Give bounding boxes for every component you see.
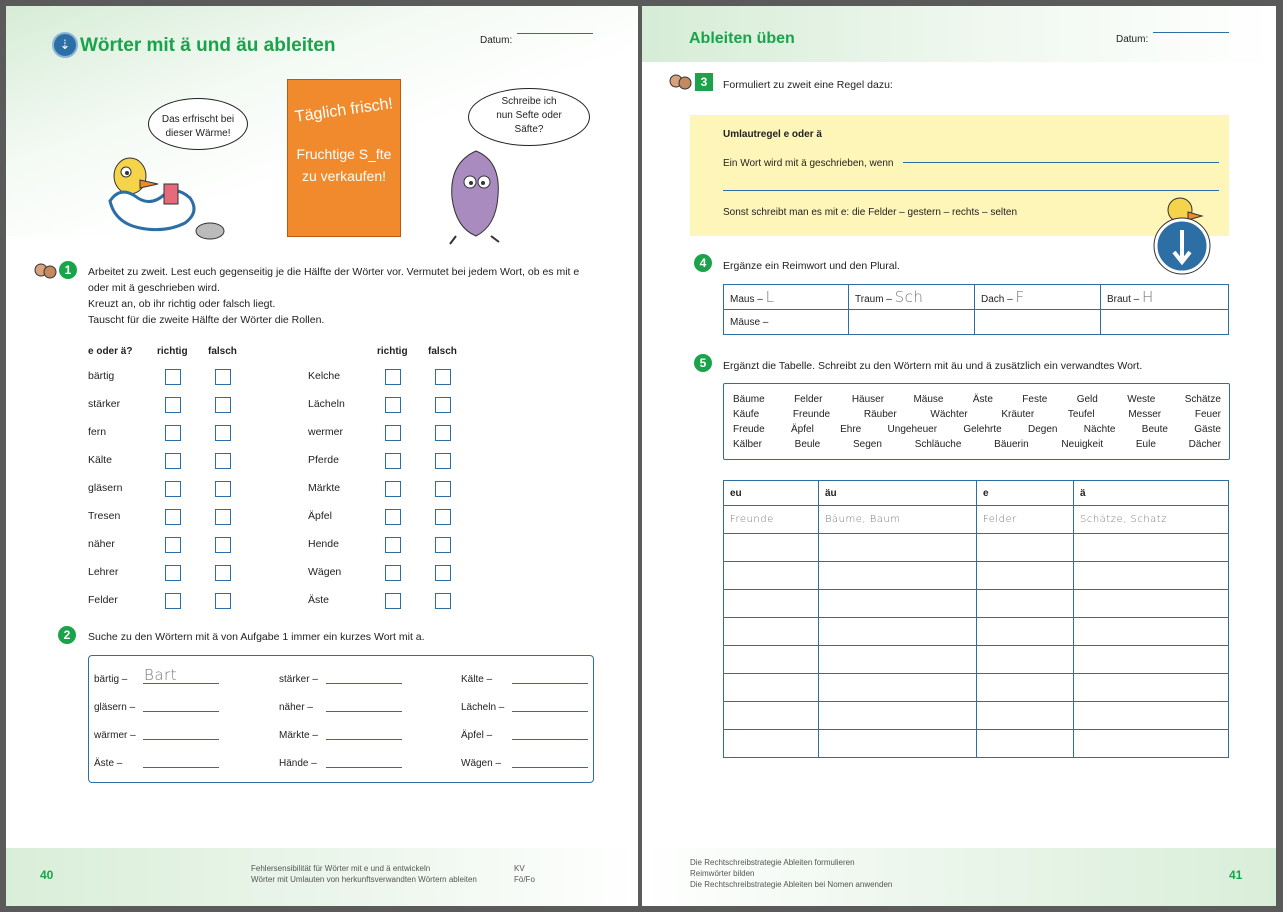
sort-table-row <box>724 730 1229 758</box>
word-bank-word: Felder <box>794 394 823 405</box>
sort-cell[interactable] <box>1074 590 1229 618</box>
checkbox-falsch[interactable] <box>215 509 231 525</box>
strategy-icon: ⇣ <box>52 32 78 58</box>
task2-word: wärmer – <box>94 730 136 741</box>
checkbox-falsch[interactable] <box>215 425 231 441</box>
reimwort-table <box>723 284 1229 335</box>
sort-table-row <box>724 534 1229 562</box>
partner-work-icon <box>34 262 58 280</box>
task4-instruction: Ergänze ein Reimwort und den Plural. <box>723 260 900 272</box>
poster-line2: Fruchtige S_fte <box>296 146 392 162</box>
task2-answer-line[interactable] <box>326 711 402 712</box>
word-bank-word: Freunde <box>792 409 831 420</box>
right-page <box>642 6 1276 906</box>
partner-work-icon-right <box>669 73 693 91</box>
word-bank-word: Äste <box>972 394 993 405</box>
word-item: Kelche <box>308 370 341 382</box>
task2-answer-line[interactable] <box>512 739 588 740</box>
sort-table-row <box>724 646 1229 674</box>
word-bank-word: Feste <box>1022 394 1048 405</box>
word-bank-word: Häuser <box>851 394 885 405</box>
task2-answer-line[interactable] <box>143 711 219 712</box>
footer-objectives-right: Die Rechtschreibstrategie Ableiten formulieren Reimwörter bilden Die Rechtschreibstrategie Ableiten bei Nomen anwenden <box>690 858 893 889</box>
word-bank-word: Räuber <box>863 409 897 420</box>
datum-line[interactable] <box>517 33 593 34</box>
word-bank-word: Kälber <box>733 439 762 450</box>
checkbox-richtig[interactable] <box>165 565 181 581</box>
plural-cell-2[interactable] <box>849 310 975 335</box>
word-item: Tresen <box>88 510 121 522</box>
word-bank-word: Kräuter <box>1001 409 1035 420</box>
word-item: Äste <box>308 594 330 606</box>
word-bank-row <box>733 437 1221 452</box>
task2-answer-line[interactable] <box>143 767 219 768</box>
plural-cell-1[interactable]: Mäuse – <box>724 310 849 335</box>
word-bank-word: Gäste <box>1194 424 1221 435</box>
checkbox-richtig[interactable] <box>385 425 401 441</box>
sort-cell[interactable] <box>819 618 977 646</box>
word-bank-word: Geld <box>1076 394 1098 405</box>
checkbox-falsch[interactable] <box>215 397 231 413</box>
task3-number: 3 <box>695 73 713 91</box>
task2-answer-line[interactable] <box>143 739 219 740</box>
checkbox-falsch[interactable] <box>435 481 451 497</box>
duck-sign-illustration <box>1144 194 1216 286</box>
sort-table-row <box>724 562 1229 590</box>
word-bank-word: Segen <box>853 439 882 450</box>
sort-cell[interactable] <box>1074 534 1229 562</box>
word-item: Felder <box>88 594 118 606</box>
sort-header-aeu: äu <box>819 481 977 506</box>
word-item: Pferde <box>308 454 339 466</box>
page-number: 40 <box>40 868 54 882</box>
checkbox-richtig[interactable] <box>385 481 401 497</box>
right-footer <box>642 848 1276 906</box>
sort-cell[interactable] <box>977 562 1074 590</box>
sort-cell[interactable] <box>724 646 819 674</box>
sort-header-ae: ä <box>1074 481 1229 506</box>
col-header-q: e oder ä? <box>88 346 133 357</box>
task1-number: 1 <box>59 261 77 279</box>
sort-cell[interactable] <box>724 730 819 758</box>
task2-word: Äste – <box>94 758 123 769</box>
footer-objectives: Fehlersensibilität für Wörter mit e und ä entwickeln Wörter mit Umlauten von herkunftsverwandten Wörtern ableiten <box>251 864 477 884</box>
checkbox-falsch[interactable] <box>435 537 451 553</box>
sort-cell[interactable] <box>977 646 1074 674</box>
word-item: Märkte <box>308 482 341 494</box>
sort-header-e: e <box>977 481 1074 506</box>
checkbox-richtig[interactable] <box>385 369 401 385</box>
sort-cell[interactable] <box>819 702 977 730</box>
task2-number: 2 <box>58 626 76 644</box>
sort-table <box>723 480 1229 758</box>
rule-answer-line1[interactable] <box>903 162 1219 163</box>
task2-answer-line[interactable] <box>512 711 588 712</box>
checkbox-richtig[interactable] <box>165 481 181 497</box>
col-header-falsch: falsch <box>208 346 237 357</box>
sort-cell[interactable] <box>724 590 819 618</box>
task2-word: Lächeln – <box>461 702 505 713</box>
word-item: Kälte <box>88 454 112 466</box>
task4-number: 4 <box>694 254 712 272</box>
word-bank-word: Teufel <box>1067 409 1095 420</box>
left-footer <box>6 848 638 906</box>
sort-table-row <box>724 590 1229 618</box>
task2-answer-line[interactable] <box>326 739 402 740</box>
checkbox-falsch[interactable] <box>215 537 231 553</box>
checkbox-falsch[interactable] <box>435 509 451 525</box>
word-item: wermer <box>308 426 344 438</box>
datum-label-right: Datum: <box>1116 34 1149 45</box>
rule-line2: Sonst schreibt man es mit e: die Felder – gestern – rechts – selten <box>723 207 1018 218</box>
word-item: Äpfel <box>308 510 332 522</box>
task2-answer-line[interactable] <box>512 767 588 768</box>
word-bank-word: Nächte <box>1083 424 1116 435</box>
reimwort-cell-braut[interactable]: Braut – H <box>1101 285 1229 310</box>
reimwort-cell-traum[interactable]: Traum – Sch <box>849 285 975 310</box>
word-bank <box>733 392 1221 452</box>
word-bank-word: Beule <box>794 439 821 450</box>
word-bank-word: Freude <box>733 424 765 435</box>
checkbox-falsch[interactable] <box>435 593 451 609</box>
checkbox-richtig[interactable] <box>165 369 181 385</box>
task2-word: Wägen – <box>461 758 502 769</box>
word-item: näher <box>88 538 115 550</box>
checkbox-falsch[interactable] <box>215 481 231 497</box>
word-bank-word: Schätze <box>1184 394 1221 405</box>
sort-example-eu: Freunde <box>724 506 819 534</box>
checkbox-falsch[interactable] <box>435 565 451 581</box>
sort-cell[interactable] <box>724 618 819 646</box>
word-bank-word: Feuer <box>1194 409 1221 420</box>
word-bank-word: Messer <box>1128 409 1162 420</box>
word-bank-word: Schläuche <box>914 439 962 450</box>
checkbox-richtig[interactable] <box>385 565 401 581</box>
checkbox-richtig[interactable] <box>165 453 181 469</box>
col-header-richtig-2: richtig <box>377 346 408 357</box>
word-bank-word: Wächter <box>930 409 968 420</box>
word-bank-word: Dächer <box>1188 439 1221 450</box>
sort-cell[interactable] <box>1074 618 1229 646</box>
plural-cell-4[interactable] <box>1101 310 1229 335</box>
checkbox-richtig[interactable] <box>385 509 401 525</box>
sort-cell[interactable] <box>724 702 819 730</box>
task5-instruction: Ergänzt die Tabelle. Schreibt zu den Wörtern mit äu und ä zusätzlich ein verwandtes Wort. <box>723 360 1143 372</box>
sort-cell[interactable] <box>1074 562 1229 590</box>
sort-cell[interactable] <box>724 562 819 590</box>
word-bank-row <box>733 407 1221 422</box>
plural-cell-3[interactable] <box>975 310 1101 335</box>
checkbox-falsch[interactable] <box>215 453 231 469</box>
rule-answer-line2[interactable] <box>723 190 1219 191</box>
sort-example-e: Felder <box>977 506 1074 534</box>
word-item: fern <box>88 426 107 438</box>
word-bank-word: Mäuse <box>913 394 944 405</box>
sort-cell[interactable] <box>977 590 1074 618</box>
sort-cell[interactable] <box>977 534 1074 562</box>
datum-label: Datum: <box>480 35 513 46</box>
task2-answer-line[interactable] <box>326 683 402 684</box>
page-number-right: 41 <box>1229 868 1243 882</box>
sort-cell[interactable] <box>819 562 977 590</box>
checkbox-richtig[interactable] <box>385 397 401 413</box>
sort-cell[interactable] <box>977 702 1074 730</box>
checkbox-richtig[interactable] <box>385 593 401 609</box>
reimwort-cell-maus[interactable]: Maus – L <box>724 285 849 310</box>
sort-cell[interactable] <box>819 534 977 562</box>
sort-cell[interactable] <box>819 590 977 618</box>
datum-line-right[interactable] <box>1153 32 1229 33</box>
left-page <box>6 6 638 906</box>
sort-cell[interactable] <box>977 618 1074 646</box>
checkbox-falsch[interactable] <box>435 397 451 413</box>
speech-bubble-blob: Schreibe ich nun Sefte oder Säfte? <box>468 88 590 146</box>
word-item: gläsern <box>88 482 123 494</box>
task2-example-answer: Bart <box>144 666 178 684</box>
sort-table-row <box>724 702 1229 730</box>
task2-word: gläsern – <box>94 702 136 713</box>
task2-word: stärker – <box>279 674 318 685</box>
word-bank-word: Neuigkeit <box>1061 439 1104 450</box>
checkbox-falsch[interactable] <box>215 565 231 581</box>
page-title-right: Ableiten üben <box>689 30 795 47</box>
sort-cell[interactable] <box>1074 646 1229 674</box>
word-item: Lehrer <box>88 566 119 578</box>
checkbox-richtig[interactable] <box>165 509 181 525</box>
sort-cell[interactable] <box>1074 702 1229 730</box>
poster-line3: zu verkaufen! <box>301 168 387 184</box>
word-item: bärtig <box>88 370 115 382</box>
word-item: Wägen <box>308 566 342 578</box>
word-bank-box <box>723 383 1230 460</box>
checkbox-falsch[interactable] <box>435 453 451 469</box>
checkbox-richtig[interactable] <box>165 425 181 441</box>
rule-title: Umlautregel e oder ä <box>723 129 822 140</box>
checkbox-falsch[interactable] <box>215 369 231 385</box>
sort-cell[interactable] <box>724 674 819 702</box>
checkbox-richtig[interactable] <box>165 397 181 413</box>
duck-character-illustration <box>100 146 230 246</box>
footer-codes: KV Fö/Fo <box>514 864 535 884</box>
sort-table-row <box>724 618 1229 646</box>
sort-cell[interactable] <box>1074 730 1229 758</box>
word-item: Lächeln <box>308 398 345 410</box>
sort-cell[interactable] <box>977 730 1074 758</box>
reimwort-cell-dach[interactable]: Dach – F <box>975 285 1101 310</box>
task2-word: näher – <box>279 702 313 713</box>
word-bank-word: Äpfel <box>791 424 814 435</box>
word-bank-row <box>733 392 1221 407</box>
task2-word: Märkte – <box>279 730 318 741</box>
task2-word: Äpfel – <box>461 730 493 741</box>
word-bank-word: Ungeheuer <box>887 424 938 435</box>
checkbox-falsch[interactable] <box>435 369 451 385</box>
task1-instruction: Arbeitet zu zweit. Lest euch gegenseitig je die Hälfte der Wörter vor. Vermutet bei jedem Wort, ob es mit e oder mit ä geschrieben wird. Kreuzt an, ob ihr richtig oder falsch liegt. Tauscht für die zweite Hälfte der Wörter die Rollen. <box>88 266 580 326</box>
task2-answer-line[interactable] <box>326 767 402 768</box>
task5-number: 5 <box>694 354 712 372</box>
blob-character-illustration <box>436 146 516 246</box>
task3-instruction: Formuliert zu zweit eine Regel dazu: <box>723 79 893 91</box>
sort-cell[interactable] <box>977 674 1074 702</box>
checkbox-falsch[interactable] <box>215 593 231 609</box>
task2-instruction: Suche zu den Wörtern mit ä von Aufgabe 1 immer ein kurzes Wort mit a. <box>88 631 425 643</box>
sort-cell[interactable] <box>1074 674 1229 702</box>
word-bank-word: Käufe <box>733 409 760 420</box>
sort-cell[interactable] <box>724 534 819 562</box>
sort-table-row <box>724 674 1229 702</box>
word-item: stärker <box>88 398 121 410</box>
sort-example-aeu: Bäume, Baum <box>819 506 977 534</box>
checkbox-richtig[interactable] <box>385 453 401 469</box>
poster-line1: Täglich frisch! <box>293 95 394 126</box>
checkbox-richtig[interactable] <box>385 537 401 553</box>
word-bank-word: Degen <box>1028 424 1058 435</box>
fruit-poster <box>287 79 401 237</box>
word-item: Hende <box>308 538 339 550</box>
page-title: Wörter mit ä und äu ableiten <box>80 35 336 56</box>
speech-bubble-duck: Das erfrischt bei dieser Wärme! <box>148 98 248 150</box>
checkbox-falsch[interactable] <box>435 425 451 441</box>
rule-line1: Ein Wort wird mit ä geschrieben, wenn <box>723 158 894 169</box>
col-header-falsch-2: falsch <box>428 346 457 357</box>
checkbox-richtig[interactable] <box>165 537 181 553</box>
word-bank-word: Bäuerin <box>994 439 1029 450</box>
task2-word: Kälte – <box>461 674 493 685</box>
word-bank-row <box>733 422 1221 437</box>
word-bank-word: Eule <box>1135 439 1156 450</box>
word-bank-word: Ehre <box>840 424 862 435</box>
task2-word: bärtig – <box>94 674 128 685</box>
task2-answer-line[interactable] <box>512 683 588 684</box>
word-bank-word: Weste <box>1127 394 1156 405</box>
sort-header-eu: eu <box>724 481 819 506</box>
task2-word: Hände – <box>279 758 317 769</box>
word-bank-word: Gelehrte <box>963 424 1002 435</box>
sort-example-ae: Schätze, Schatz <box>1074 506 1229 534</box>
col-header-richtig: richtig <box>157 346 188 357</box>
sort-cell[interactable] <box>819 674 977 702</box>
word-bank-word: Bäume <box>733 394 765 405</box>
sort-cell[interactable] <box>819 730 977 758</box>
word-bank-word: Beute <box>1141 424 1168 435</box>
checkbox-richtig[interactable] <box>165 593 181 609</box>
sort-cell[interactable] <box>819 646 977 674</box>
